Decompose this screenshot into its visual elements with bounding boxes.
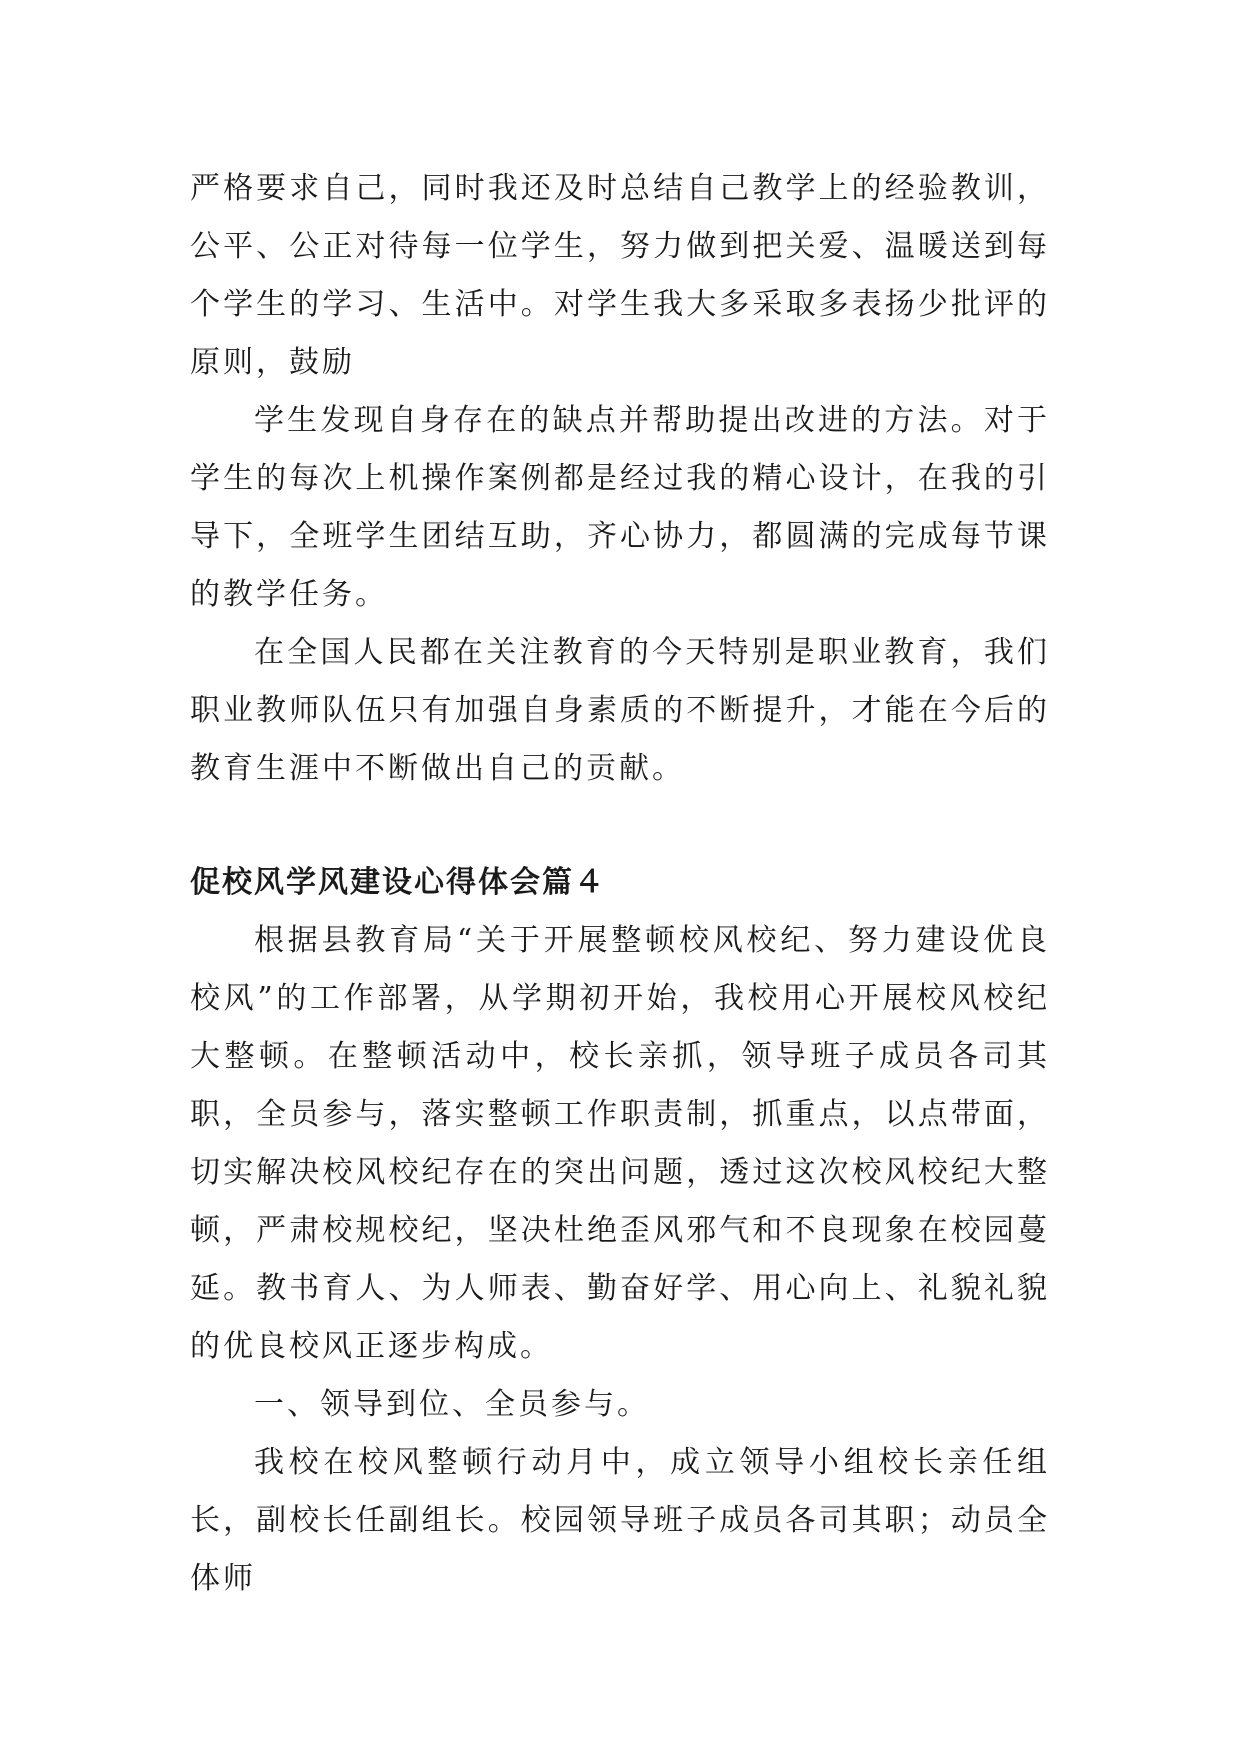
paragraph-3: 在全国人民都在关注教育的今天特别是职业教育，我们职业教师队伍只有加强自身素质的不断提升，才能在今后的教育生涯中不断做出自己的贡献。 xyxy=(190,635,1050,786)
paragraph-4: 根据县教育局“关于开展整顿校风校纪、努力建设优良校风”的工作部署，从学期初开始，我校用心开展校风校纪大整顿。在整顿活动中，校长亲抓，领导班子成员各司其职，全员参与，落实整顿工作职责制，抓重点，以点带面，切实解决校风校纪存在的突出问题，透过这次校风校纪大整顿，严肃校规校纪，坚决杜绝歪风邪气和不良现象在校园蔓延。教书育人、为人师表、勤奋好学、用心向上、礼貌礼貌的优良校风正逐步构成。 xyxy=(190,923,1050,1364)
paragraph-6: 我校在校风整顿行动月中，成立领导小组校长亲任组长，副校长任副组长。校园领导班子成员各司其职；动员全体师 xyxy=(190,1445,1050,1596)
section-heading: 促校风学风建设心得体会篇４ xyxy=(190,865,606,900)
document-body xyxy=(190,160,1050,1608)
paragraph-1: 严格要求自己，同时我还及时总结自己教学上的经验教训，公平、公正对待每一位学生，努力做到把关爱、温暖送到每个学生的学习、生活中。对学生我大多采取多表扬少批评的原则，鼓励 xyxy=(190,171,1050,380)
paragraph-5: 一、领导到位、全员参与。 xyxy=(254,1387,650,1422)
paragraph-2: 学生发现自身存在的缺点并帮助提出改进的方法。对于学生的每次上机操作案例都是经过我的精心设计，在我的引导下，全班学生团结互助，齐心协力，都圆满的完成每节课的教学任务。 xyxy=(190,403,1050,612)
